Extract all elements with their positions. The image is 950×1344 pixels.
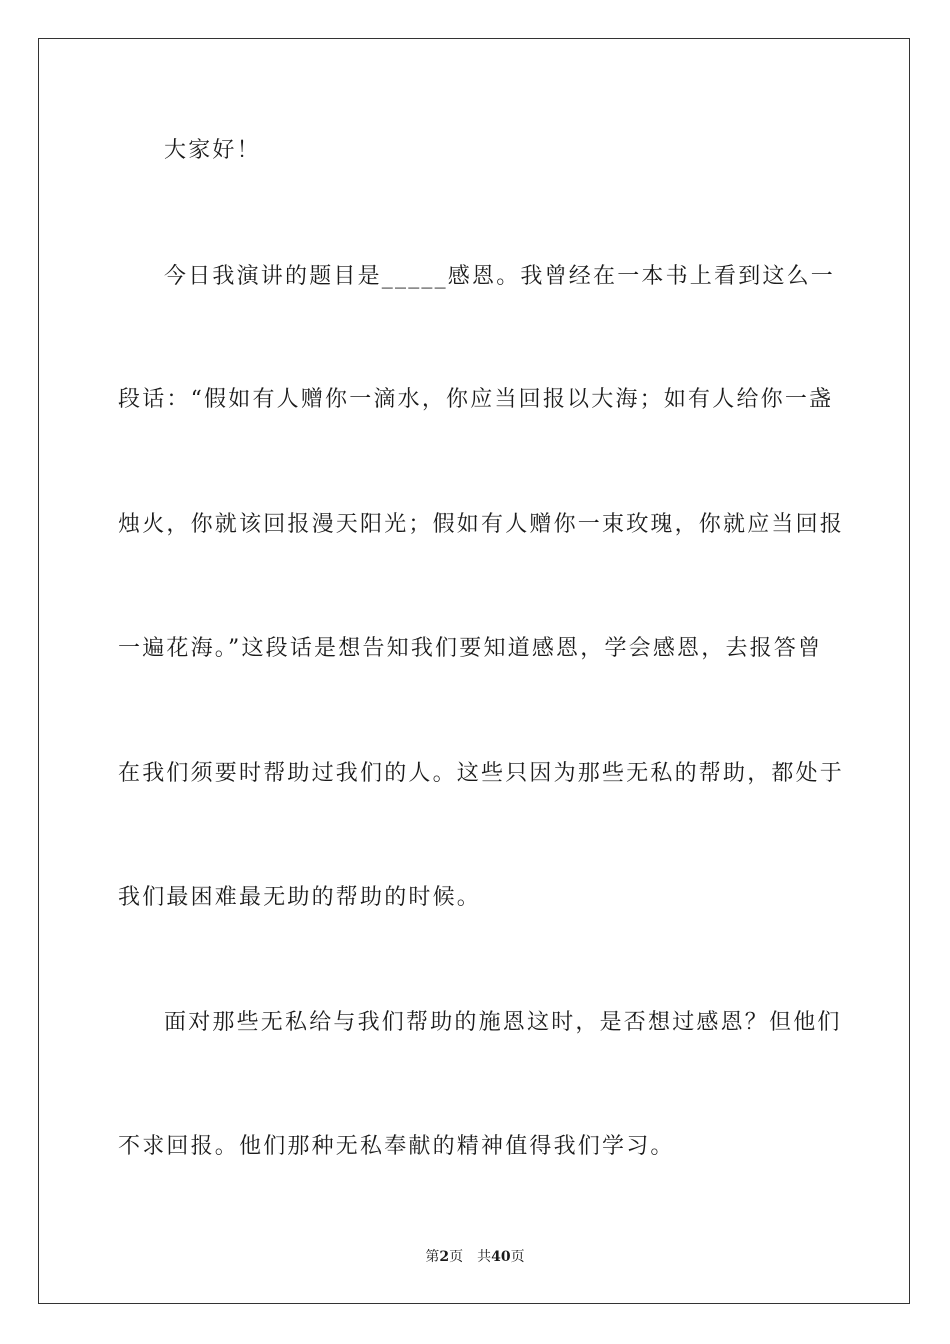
- total-prefix: 共: [477, 1249, 492, 1265]
- text-line-8: 面对那些无私给与我们帮助的施恩这时，是否想过感恩？但他们: [164, 1010, 842, 1035]
- page-footer: [0, 1247, 950, 1267]
- page-suffix: 页: [449, 1249, 464, 1265]
- text-line-1: 大家好！: [164, 138, 261, 163]
- total-suffix: 页: [510, 1249, 525, 1265]
- text-line-3: 段话：“假如有人赠你一滴水，你应当回报以大海；如有人给你一盏: [118, 387, 834, 412]
- text-line-9: 不求回报。他们那种无私奉献的精神值得我们学习。: [118, 1134, 675, 1159]
- total-pages: 40: [491, 1249, 511, 1265]
- text-line-6: 在我们须要时帮助过我们的人。这些只因为那些无私的帮助，都处于: [118, 761, 845, 786]
- page-number: 2: [439, 1249, 450, 1265]
- text-line-7: 我们最困难最无助的帮助的时候。: [118, 885, 482, 910]
- page-frame: [38, 38, 910, 1304]
- page-prefix: 第: [425, 1249, 440, 1265]
- text-line-2: 今日我演讲的题目是_____感恩。我曾经在一本书上看到这么一: [164, 264, 836, 289]
- text-line-4: 烛火，你就该回报漫天阳光；假如有人赠你一束玫瑰，你就应当回报: [118, 512, 845, 537]
- text-line-5: 一遍花海。”这段话是想告知我们要知道感恩，学会感恩，去报答曾: [118, 636, 823, 661]
